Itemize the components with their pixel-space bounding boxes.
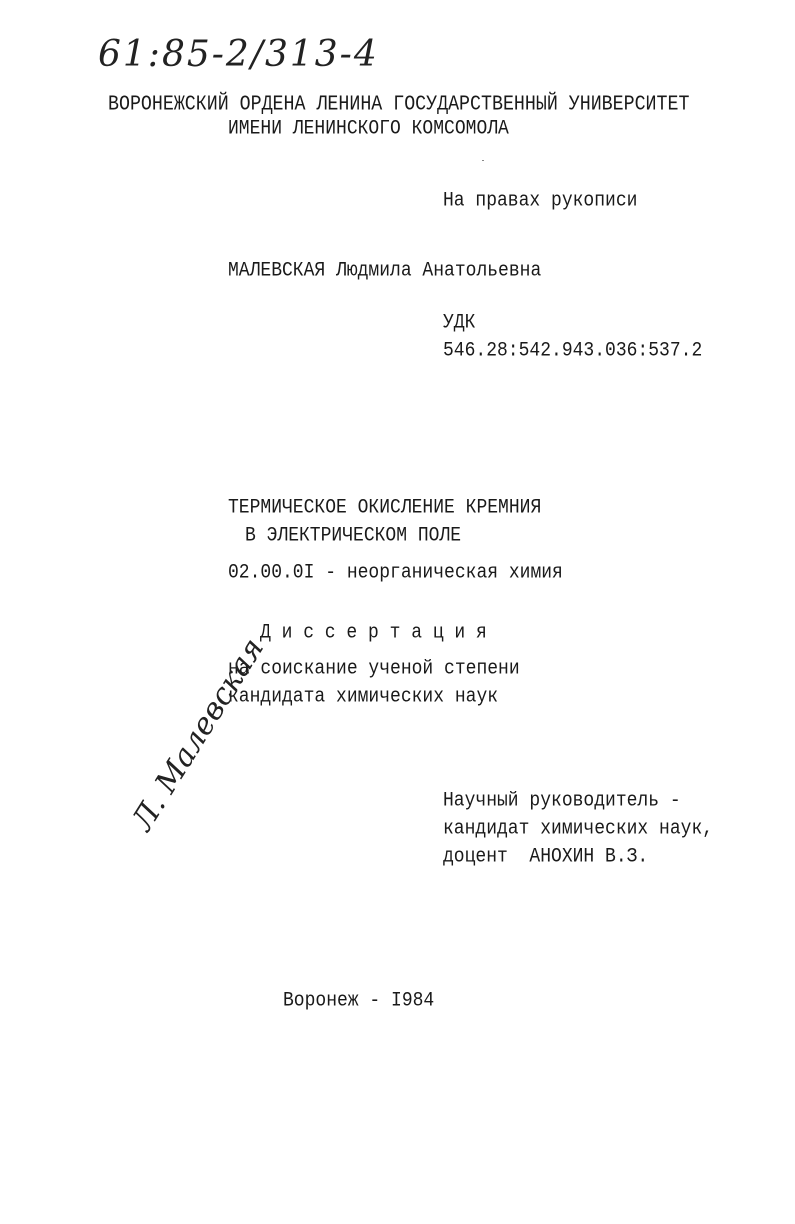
dissertation-heading: Д и с с е р т а ц и я [260,621,487,645]
manuscript-note: На правах рукописи [443,189,638,213]
handwritten-archive-number: 61:85-2/313-4 [98,34,379,75]
dissertation-line-1: на соискание ученой степени [228,657,520,681]
title-line-1: ТЕРМИЧЕСКОЕ ОКИСЛЕНИЕ КРЕМНИЯ [228,496,542,520]
udc-label: УДК [443,311,476,335]
supervisor-line-2: кандидат химических наук, [443,817,714,841]
specialty: 02.00.0I - неорганическая химия [228,561,563,585]
author-name: МАЛЕВСКАЯ Людмила Анатольевна [228,259,542,283]
title-line-2: В ЭЛЕКТРИЧЕСКОМ ПОЛЕ [245,524,462,548]
supervisor-line-3: доцент АНОХИН В.З. [443,845,649,869]
institution-line-1: ВОРОНЕЖСКИЙ ОРДЕНА ЛЕНИНА ГОСУДАРСТВЕННЫЙ УНИВЕРСИТЕТ [108,93,690,117]
dissertation-line-2: кандидата химических наук [228,685,499,709]
udc-code: 546.28:542.943.036:537.2 [443,339,703,363]
handwritten-signature: Л. Малевская [125,632,272,837]
institution-line-2: ИМЕНИ ЛЕНИНСКОГО КОМСОМОЛА [228,117,509,141]
supervisor-line-1: Научный руководитель - [443,789,681,813]
scan-speck [482,160,484,161]
place-year: Воронеж - I984 [283,989,435,1013]
